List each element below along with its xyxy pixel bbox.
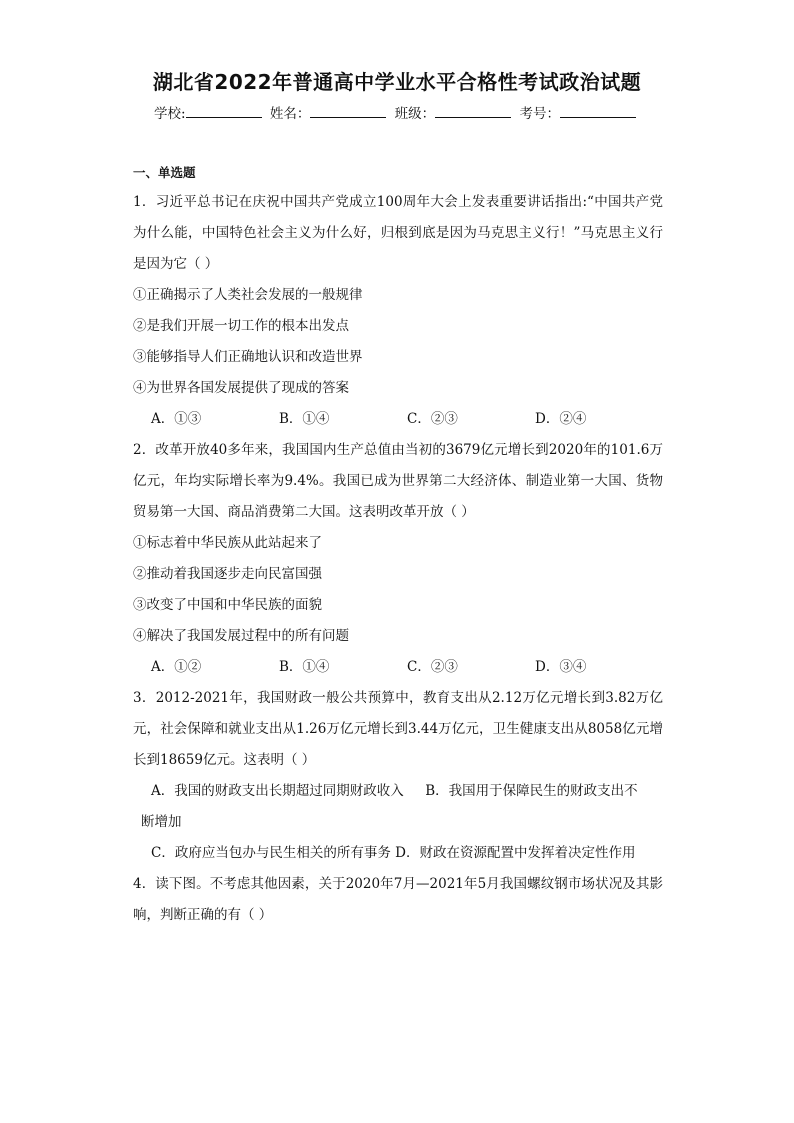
q3-choice-a[interactable]: A．我国的财政支出长期超过同期财政收入 [151,783,404,799]
q1-choice-d[interactable]: D．②④ [535,411,587,427]
q2-option-4: ④解决了我国发展过程中的所有问题 [133,628,349,644]
q2-option-2: ②推动着我国逐步走向民富国强 [133,566,322,582]
exam-title: 湖北省2022年普通高中学业水平合格性考试政治试题 [152,70,642,94]
id-blank[interactable] [560,103,636,118]
class-field [395,102,516,122]
class-label: 班级： [394,106,436,122]
q2-option-1: ①标志着中华民族从此站起来了 [133,535,322,551]
q4-stem: 4．读下图。不考虑其他因素，关于2020年7月—2021年5月我国螺纹钢市场状况及其影响，判断正确的有（ ） [133,876,663,923]
q3-stem: 3．2012-2021年，我国财政一般公共预算中，教育支出从2.12万亿元增长到3.82万亿元，社会保障和就业支出从1.26万亿元增长到3.44万亿元，卫生健康支出从8058亿元增长到18659亿元。这表明（ ） [133,690,663,768]
q1-option-3: ③能够指导人们正确地认识和改造世界 [133,349,363,365]
q1-choices [133,404,663,435]
q1-stem: 1．习近平总书记在庆祝中国共产党成立100周年大会上发表重要讲话指出:“中国共产党为什么能，中国特色社会主义为什么好，归根到底是因为马克思主义行！”马克思主义行是因为它（ ） [133,194,663,272]
student-info-row [0,102,794,122]
q2-choice-b[interactable]: B．①④ [279,659,330,675]
q2-choice-c[interactable]: C．②③ [407,659,458,675]
q2-choices [133,652,663,683]
school-label: 学校: [154,106,186,122]
q1-option-4: ④为世界各国发展提供了现成的答案 [133,380,349,396]
id-label: 考号： [519,106,560,122]
school-field [154,102,266,122]
q2-choice-d[interactable]: D．③④ [535,659,587,675]
q2-stem: 2．改革开放40多年来，我国国内生产总值由当初的3679亿元增长到2020年的101.6万亿元，年均实际增长率为9.4%。我国已成为世界第二大经济体、制造业第一大国、货物贸易第一大国、商品消费第二大国。这表明改革开放（ ） [133,442,663,520]
q3-choices-ab [133,776,663,807]
q1-option-2: ②是我们开展一切工作的根本出发点 [133,318,349,334]
q1-choice-a[interactable]: A．①③ [151,411,202,427]
q1-choice-b[interactable]: B．①④ [279,411,330,427]
class-blank[interactable] [435,103,511,118]
q3-choice-d[interactable]: D．财政在资源配置中发挥着决定性作用 [395,845,636,861]
school-blank[interactable] [186,103,262,118]
q1-choice-c[interactable]: C．②③ [407,411,458,427]
q2-option-3: ③改变了中国和中华民族的面貌 [133,597,322,613]
q3-choice-b[interactable]: B．我国用于保障民生的财政支出不 [425,783,638,799]
name-label: 姓名： [269,106,311,122]
section-title: 一、单选题 [133,165,196,180]
id-field [519,102,640,122]
q1-option-1: ①正确揭示了人类社会发展的一般规律 [133,287,363,303]
q3-choices-cd [133,838,663,869]
q3-choice-c[interactable]: C．政府应当包办与民生相关的所有事务 [151,845,391,861]
name-field [270,102,391,122]
name-blank[interactable] [310,103,386,118]
q3-choice-b-cont: 断增加 [141,814,182,830]
question-content [133,163,663,931]
q2-choice-a[interactable]: A．①② [151,659,202,675]
